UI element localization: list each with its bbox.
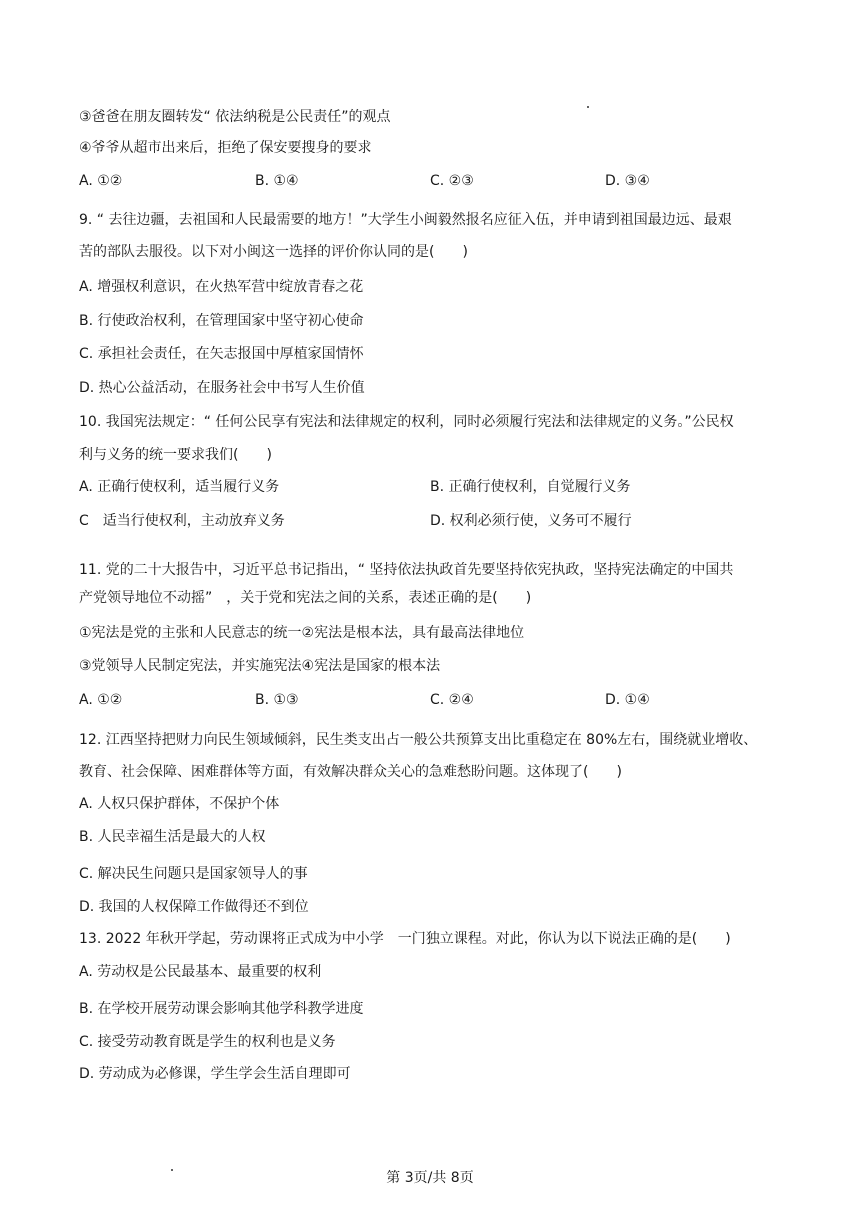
q10-stem-line2: 利与义务的统一要求我们( ) <box>79 447 272 463</box>
q9-option-d: D. 热心公益活动，在服务社会中书写人生价值 <box>79 380 365 396</box>
q10-option-a: A. 正确行使权利，适当履行义务 <box>79 479 280 495</box>
q9-option-a: A. 增强权利意识，在火热军营中绽放青春之花 <box>79 279 364 295</box>
q8-option-b: B. ①④ <box>255 173 299 189</box>
q11-option-a: A. ①② <box>79 692 123 708</box>
q9-option-c: C. 承担社会责任，在矢志报国中厚植家国情怀 <box>79 346 364 362</box>
q8-option-d: D. ③④ <box>605 173 650 189</box>
page-number-footer: 第 3页/共 8页 <box>386 1170 474 1186</box>
q11-option-b: B. ①③ <box>255 692 299 708</box>
q12-option-b: B. 人民幸福生活是最大的人权 <box>79 829 266 845</box>
q8-option-c: C. ②③ <box>430 173 474 189</box>
q8-statement-3: ③爸爸在朋友圈转发“ 依法纳税是公民责任”的观点 <box>79 109 391 125</box>
q9-stem-line2: 苦的部队去服役。以下对小闽这一选择的评价你认同的是( ) <box>79 244 468 260</box>
q11-stem-line2: 产党领导地位不动摇” ，关于党和宪法之间的关系，表述正确的是( ) <box>79 590 532 606</box>
q12-stem-line2: 教育、社会保障、困难群体等方面，有效解决群众关心的急难愁盼问题。这体现了( ) <box>79 764 622 780</box>
scan-dot-top <box>587 106 589 108</box>
q11-stem-line1: 11. 党的二十大报告中，习近平总书记指出，“ 坚持依法执政首先要坚持依宪执政，坚持宪法确定的中国共 <box>79 562 734 578</box>
q11-option-c: C. ②④ <box>430 692 474 708</box>
q10-option-c: C 适当行使权利，主动放弃义务 <box>79 513 285 529</box>
q10-option-d: D. 权利必须行使，义务可不履行 <box>430 513 632 529</box>
q12-stem-line1: 12. 江西坚持把财力向民生领域倾斜，民生类支出占一般公共预算支出比重稳定在 80%左右，围绕就业增收、 <box>79 732 758 748</box>
q8-statement-4: ④爷爷从超市出来后，拒绝了保安要搜身的要求 <box>79 140 372 156</box>
q11-option-d: D. ①④ <box>605 692 650 708</box>
q9-stem-line1: 9. “ 去往边疆，去祖国和人民最需要的地方！”大学生小闽毅然报名应征入伍，并申请到祖国最边远、最艰 <box>79 212 732 228</box>
q13-option-b: B. 在学校开展劳动课会影响其他学科教学进度 <box>79 1001 364 1017</box>
q12-option-c: C. 解决民生问题只是国家领导人的事 <box>79 866 308 882</box>
q8-option-a: A. ①② <box>79 173 123 189</box>
q13-stem-line1: 13. 2022 年秋开学起，劳动课将正式成为中小学 一门独立课程。对此，你认为以下说法正确的是( ) <box>79 931 731 947</box>
q12-option-a: A. 人权只保护群体，不保护个体 <box>79 796 280 812</box>
q11-statements-line2: ③党领导人民制定宪法，并实施宪法④宪法是国家的根本法 <box>79 658 441 674</box>
q10-option-b: B. 正确行使权利，自觉履行义务 <box>430 479 631 495</box>
q9-option-b: B. 行使政治权利，在管理国家中坚守初心使命 <box>79 313 364 329</box>
q10-stem-line1: 10. 我国宪法规定：“ 任何公民享有宪法和法律规定的权利，同时必须履行宪法和法律规定的义务。”公民权 <box>79 414 734 430</box>
q11-statements-line1: ①宪法是党的主张和人民意志的统一②宪法是根本法，具有最高法律地位 <box>79 625 525 641</box>
q13-option-d: D. 劳动成为必修课，学生学会生活自理即可 <box>79 1066 351 1082</box>
q12-option-d: D. 我国的人权保障工作做得还不到位 <box>79 899 309 915</box>
q13-option-c: C. 接受劳动教育既是学生的权利也是义务 <box>79 1034 336 1050</box>
q13-option-a: A. 劳动权是公民最基本、最重要的权利 <box>79 964 322 980</box>
